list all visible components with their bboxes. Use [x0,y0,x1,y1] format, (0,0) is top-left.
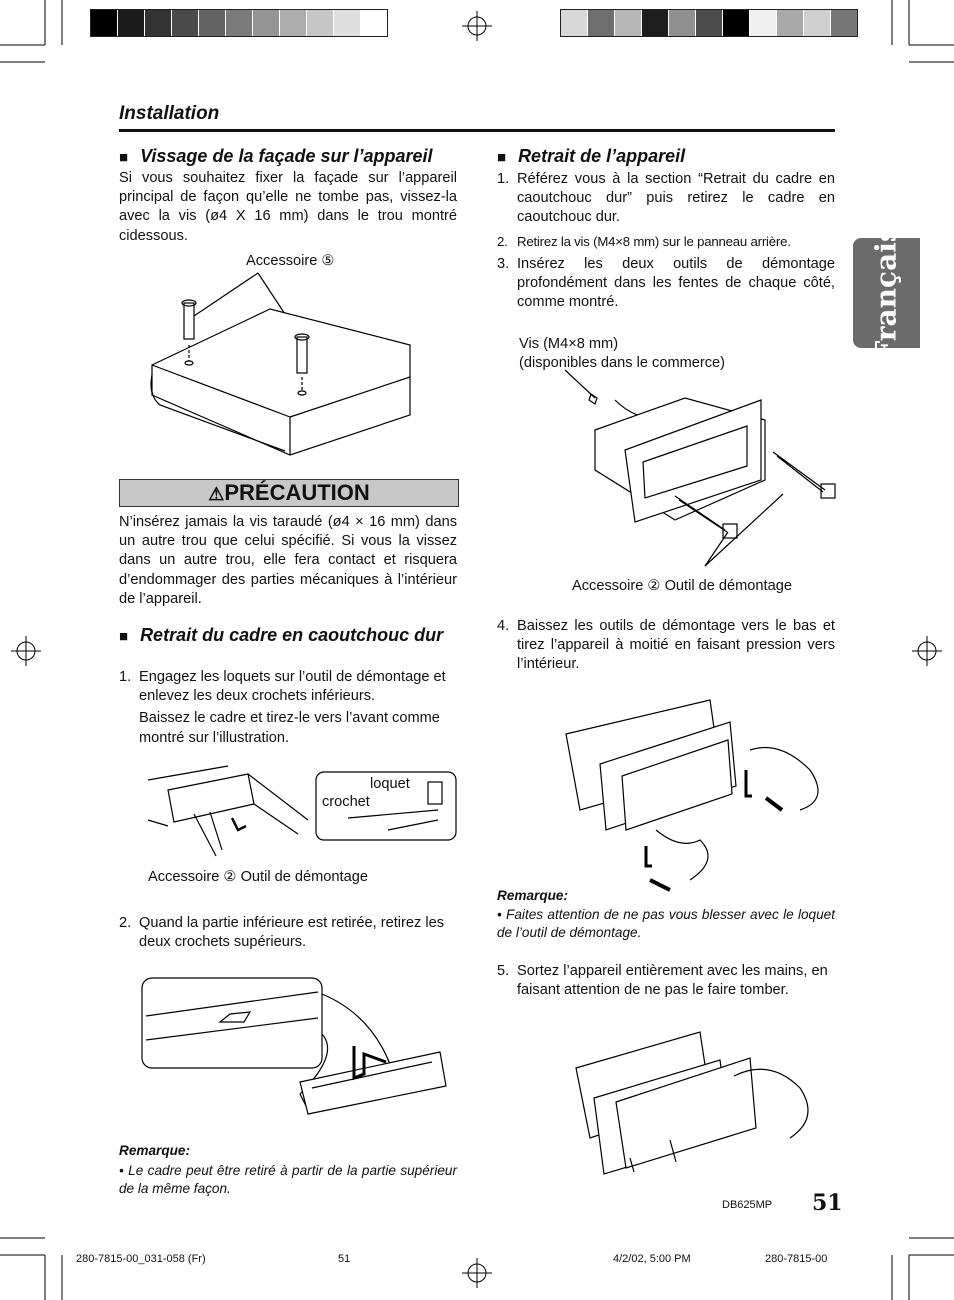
footer-code: 280-7815-00 [765,1253,828,1265]
section-title-facade: ■ Vissage de la façade sur l’appareil [119,146,433,166]
list-item: 4. Baissez les outils de démontage vers le bas et tirez l’appareil à moitié en faisant pression vers l’intérieur. [497,618,835,673]
warning-icon: ⚠ [208,484,225,504]
removal-tools-illustration [565,370,845,580]
footer-page-small: 51 [338,1253,351,1265]
registration-target-right [912,636,942,666]
caution-paragraph: N’insérez jamais la vis taraudé (ø4 × 16 mm) dans un autre trou que celui spécifié. Si vous la vissez dans un autre trou, elle fera contact et risquera d’endommager des parties mécaniques à l’intérieur de l’appareil. [119,514,457,607]
square-bullet-icon: ■ [119,628,129,645]
right-note-text: • Faites attention de ne pas vous blesser avec le loquet de l’outil de démontage. [497,907,835,940]
pull-unit-illustration [560,690,840,895]
fig1-accessory-label: Accessoire ⑤ [246,253,335,269]
unit-removal-step4 [497,617,835,675]
list-item: 2. Quand la partie inférieure est retirée, retirez les deux crochets supérieurs. [119,915,444,951]
facade-screw-illustration [140,265,420,465]
facade-paragraph: Si vous souhaitez fixer la façade sur l’appareil principal de façon qu’elle ne tombe pas, vissez-la avec la vis (ø4 X 16 mm) dans le trou montré cidessous. [119,170,457,244]
list-item: 3. Insérez les deux outils de démontage profondément dans les fentes de chaque côté, comme montré. [497,255,835,311]
left-note-title: Remarque: [119,1143,191,1158]
fig4-caption: Accessoire ② Outil de démontage [572,578,792,594]
registration-target-top [462,11,492,41]
registration-target-left [11,636,41,666]
square-bullet-icon: ■ [119,149,129,166]
remove-unit-illustration [570,1028,840,1178]
unit-removal-steps [497,170,835,312]
list-item: 2. Retirez la vis (M4×8 mm) sur le panneau arrière. [497,233,791,249]
header-rule [119,129,835,132]
list-item: 1. Engagez les loquets sur l’outil de démontage et enlevez les deux crochets inférieurs. [119,669,446,705]
square-bullet-icon: ■ [497,149,507,166]
section-title-frame-removal: ■ Retrait du cadre en caoutchouc dur [119,625,444,645]
left-note-text: • Le cadre peut être retiré à partir de la partie supérieur de la même façon. [119,1163,457,1196]
section-title-unit-removal: ■ Retrait de l’appareil [497,146,686,166]
list-item: 1. Référez vous à la section “Retrait du cadre en caoutchouc dur” puis retirez le cadre en caoutchouc dur. [497,171,835,226]
frame-hooks-illustration [148,760,458,870]
footer-file: 280-7815-00_031-058 (Fr) [76,1253,206,1265]
calibration-bar-left [90,9,388,37]
frame-removal-steps [119,668,457,748]
list-item: Baissez le cadre et tirez-le vers l’avant comme montré sur l’illustration. [139,710,440,746]
fig2-caption: Accessoire ② Outil de démontage [148,869,368,885]
fig2-latch-label: loquet [370,776,410,792]
list-item: 5. Sortez l’appareil entièrement avec les mains, en faisant attention de ne pas le faire tomber. [497,963,828,999]
fig4-screw-label: Vis (M4×8 mm) (disponibles dans le commerce) [519,336,726,371]
upper-hooks-illustration [140,974,450,1134]
caution-banner: ⚠PRÉCAUTION [119,479,459,507]
language-tab-label: Français [870,225,904,361]
model-number: DB625MP [722,1199,773,1211]
page-number: 51 [812,1190,843,1216]
footer-date: 4/2/02, 5:00 PM [613,1253,691,1265]
language-tab [853,225,920,361]
calibration-bar-right [560,9,858,37]
fig2-hook-label: crochet [322,794,370,810]
registration-target-bottom [462,1258,492,1288]
frame-removal-step2 [119,914,457,952]
unit-removal-step5 [497,962,835,1000]
section-header: Installation [119,103,220,124]
right-note-title: Remarque: [497,888,569,903]
